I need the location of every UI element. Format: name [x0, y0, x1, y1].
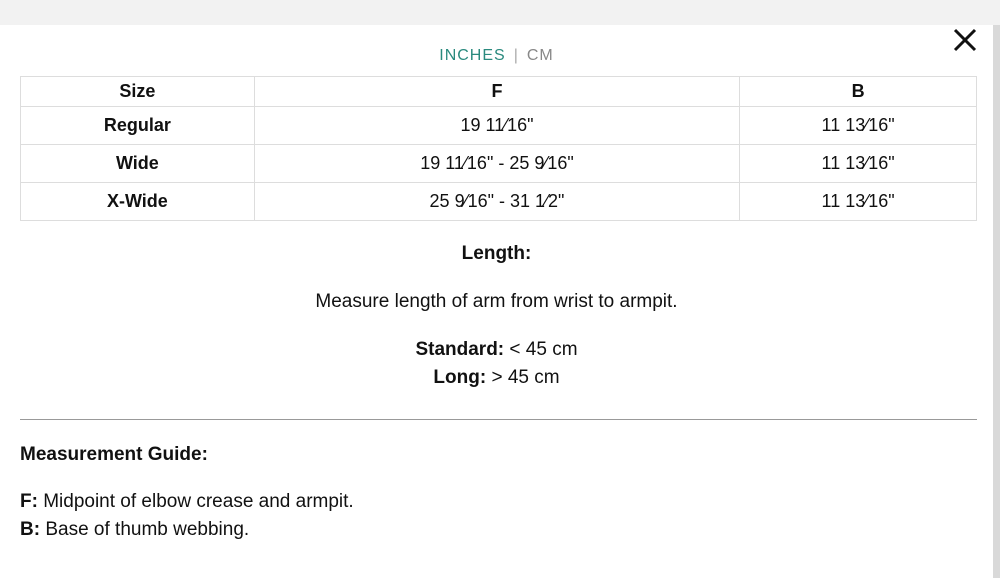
guide-f-label: F:: [20, 491, 38, 512]
guide-b-label: B:: [20, 519, 41, 540]
length-title: Length:: [461, 243, 532, 264]
page-background-strip: [0, 0, 1000, 25]
unit-toggle: [0, 47, 993, 65]
standard-value: < 45 cm: [504, 339, 578, 360]
measurement-guide-title: Measurement Guide:: [20, 444, 208, 465]
size-chart-modal: [0, 25, 993, 578]
length-description: Measure length of arm from wrist to armpit.: [315, 291, 678, 312]
page-background-edge: [993, 25, 1000, 578]
header-size: Size: [21, 77, 255, 107]
b-cell: 11 13⁄16": [740, 107, 977, 145]
long-label: Long:: [433, 367, 487, 388]
unit-cm-tab[interactable]: CM: [526, 47, 554, 64]
f-cell: 19 11⁄16": [254, 107, 739, 145]
size-cell: Regular: [21, 107, 255, 145]
unit-separator: |: [513, 47, 519, 64]
standard-length-line: [0, 339, 993, 361]
table-row: [21, 145, 977, 183]
size-cell: X-Wide: [21, 183, 255, 221]
long-value: > 45 cm: [486, 367, 560, 388]
b-cell: 11 13⁄16": [740, 183, 977, 221]
size-table: [20, 76, 977, 221]
table-header-row: [21, 77, 977, 107]
table-row: [21, 183, 977, 221]
f-cell: 19 11⁄16" - 25 9⁄16": [254, 145, 739, 183]
table-row: [21, 107, 977, 145]
guide-b-text: Base of thumb webbing.: [40, 519, 250, 540]
header-f: F: [254, 77, 739, 107]
b-cell: 11 13⁄16": [740, 145, 977, 183]
standard-label: Standard:: [415, 339, 505, 360]
guide-b-line: [20, 519, 249, 541]
f-cell: 25 9⁄16" - 31 1⁄2": [254, 183, 739, 221]
section-divider: [20, 419, 977, 420]
guide-f-text: Midpoint of elbow crease and armpit.: [37, 491, 354, 512]
size-cell: Wide: [21, 145, 255, 183]
long-length-line: [0, 367, 993, 389]
unit-inches-tab[interactable]: INCHES: [439, 47, 506, 64]
header-b: B: [740, 77, 977, 107]
guide-f-line: [20, 491, 354, 513]
